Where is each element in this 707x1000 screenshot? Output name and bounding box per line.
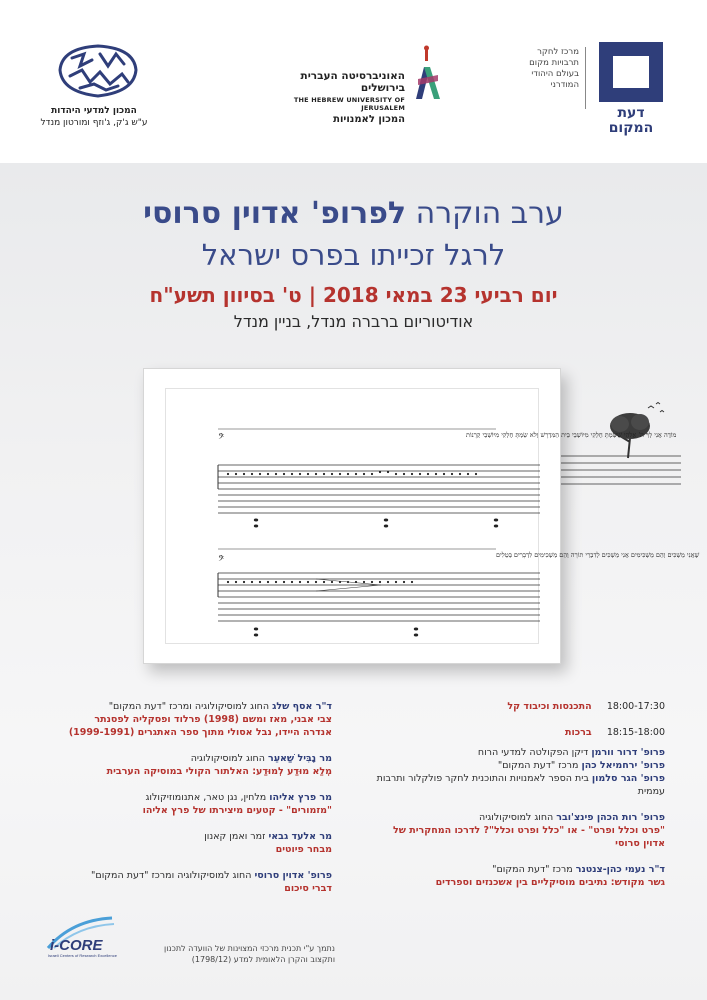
- daat-hamakom-logo: [596, 42, 666, 136]
- i-core-subtitle: Israeli Centers of Research Excellence: [48, 953, 117, 958]
- event-date: יום רביעי 23 במאי 2018 | ט' בסיוון תשע"ח: [149, 283, 558, 307]
- greeting-item: פרופ' דרור וורמן דיקן הפקולטה למדעי הרוח: [477, 747, 665, 758]
- score-drawing: [166, 389, 700, 645]
- program-slot: 18:00-17:30 התכנסות וכיבוד קל: [507, 701, 665, 712]
- talk-item: מר אלעד גבאי זמר ואמן קאנון מבחר פיוטים: [204, 831, 332, 855]
- support-note: נתמך ע"י תכנית מרכזי המצוינות של הוועדה לתכנון ותקצוב והקרן הלאומית למדע (1798/12): [164, 944, 335, 964]
- music-score: [165, 388, 700, 644]
- talk-item: פרופ' רות הכהן פינצ'ובר החוג למוסיקולוגיה "פרט וכלל ופרט" - או "כלל ופרט וכלל"? לדרכו המחקרית של אדוין סרוסי: [392, 812, 665, 849]
- greeting-item: פרופ' ירחמיאל כהן מרכז "דעת המקום": [497, 760, 665, 771]
- notes-1: [227, 471, 498, 528]
- i-core-wordmark: i-CORE: [50, 937, 103, 954]
- daat-logo-name: דעת המקום: [608, 105, 654, 136]
- event-venue: אודיטוריום ברברה מנדל, בניין מנדל: [233, 312, 474, 331]
- hebrew-university-text: האוניברסיטה העברית בירושלים THE HEBREW UNIVERSITY OF JERUSALEM המכון לאמנויות: [293, 70, 405, 125]
- score-lyric-2: שֶׁאֲנִי מַשְׁכִּים וְהֵם מַשְׁכִּימִים אֲנִי מַשְׁכִּים לְדִבְרֵי תוֹרָה וְהֵם מַשְׁכִּימִים לִדְבָרִים בְּטֵלִים: [496, 551, 700, 559]
- clef-2: 𝄢: [218, 555, 225, 566]
- program-right-column: [370, 700, 665, 902]
- talk-item: ד"ר אסף שלג החוג למוסיקולוגיה ומרכז "דעת המקום" צבי אבני, מאז ומשם (1998) פרלוד ופסקליה לפסנתר אנדרה היידו, נבל אסולי מתוך ספר האתגרים (1999-1991): [68, 701, 332, 738]
- daat-description: מרכז לחקר תרבויות מקום בעולם היהודי המודרני: [518, 47, 586, 109]
- score-lyric-1: מוֹדֶה אֲנִי לְךָ ה' אֱלֹהַי שֶׁשַּׂמְתָּ חֶלְקִי מִיּוֹשְׁבֵי בֵּית הַמִּדְרָשׁ וְלֹא שַׂמְתָּ חֶלְקִי מִיּוֹשְׁבֵי קְרָנוֹת: [466, 431, 677, 439]
- i-core-logo: [42, 914, 137, 959]
- event-subtitle: לרגל זכייתו בפרס ישראל: [201, 238, 506, 272]
- mandel-institute-text: המכון למדעי היהדות ע"ש ג'ק, ג'וזף ומורטון מנדל: [40, 106, 148, 128]
- mandel-institute-logo: [50, 40, 146, 100]
- staff-2: [218, 573, 540, 621]
- talk-item: ד"ר נעמי כהן-צנטנר מרכז "דעת המקום" גשר מקודש: נתיבים מוסיקליים בין אשכנזים וספרדים: [435, 864, 665, 888]
- daat-logo-mark: [599, 42, 663, 102]
- program-left-column: [40, 700, 332, 908]
- talk-item: פרופ' אדוין סרוסי החוג למוסיקולוגיה ומרכז "דעת המקום" דברי סיכום: [91, 870, 332, 894]
- framed-music-score: [143, 368, 700, 664]
- talk-item: מר פרץ אליהו מלחין, נגן טאר, אתנומוזיקולוג "מזמורים" - קטעים מיצירתו של פרץ אליהו: [142, 792, 332, 816]
- talk-item: מר נָבִּיל שַׁאעֵר החוג למוסיקולוגיה מְלַא מוּדַע לְמוּדַע: האלתור הקולי במוסיקה הערבית: [106, 753, 332, 777]
- clef-1: 𝄢: [218, 433, 225, 444]
- hebrew-university-emblem: [410, 45, 444, 99]
- event-title: ערב הוקרה לפרופ' אדוין סרוסי: [143, 196, 564, 231]
- greeting-item: פרופ' הגר סלמון בית הספר לאמנויות והתוכנית לחקר פולקלור ותרבות עממית: [376, 773, 665, 797]
- program-slot: 18:15-18:00 ברכות: [565, 727, 665, 738]
